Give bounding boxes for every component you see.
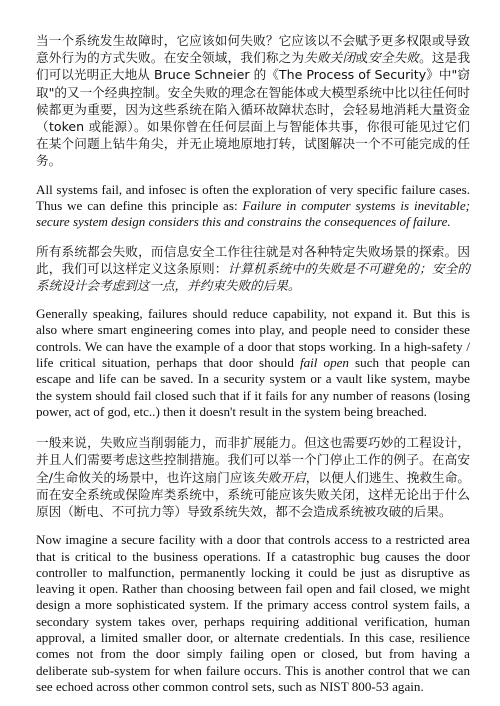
- paragraph-en-6: Now imagine a secure facility with a door that controls access to a restricted area that is critical to the business operations. If a catastrophic bug causes the door controller to malfunction, permanently locking it could be just as disruptive as leaving it open. Rather than choosing between fail open and fail closed, we might design a more sophisticated system. If the primary access control system fails, a secondary system takes over, perhaps requiring additional verification, human approval, a limited smaller door, or alternate credentials. In this case, resilience comes not from the door simply failing open or closed, but from having a deliberate sub-system for when failure occurs. This is another control that we can see echoed across other common control sets, such as NIST 800-53 again.: [36, 532, 470, 694]
- text-run: such that people can escape and life can be saved. In a security system or a vault like system, maybe the system should fail closed such that if it fails for any number of reasons (losing power, act of god, etc..) then it doesn't result in the system being breached.: [36, 355, 470, 419]
- text-run: Generally speaking, failures should reduce capability, not expand it. But this is also where smart engineering comes into play, and people need to consider these controls. We can have the example of a door that stops working. In a high-safety / life critical situation, perhaps that door should: [36, 306, 470, 371]
- text-run: 当一个系统发生故障时，它应该如何失败？它应该以不会赋予更多权限或导致意外行为的方式失败。在安全领域，我们称之为: [36, 33, 470, 66]
- paragraph-en-2: [36, 182, 470, 231]
- italic-term-fail-safe: 安全失败: [368, 50, 420, 66]
- italic-term-fail-open: fail open: [299, 355, 349, 371]
- italic-term-fail-open-zh: 失败开启: [255, 469, 306, 485]
- paragraph-zh-5: [36, 434, 470, 520]
- paragraph-en-4: [36, 306, 470, 420]
- italic-term-fail-closed: 失败关闭: [304, 50, 356, 66]
- text-run: 所有系统都会失败，而信息安全工作往往就是对各种特定失败场景的探索。因此，我们可以这样定义这条原则：: [36, 243, 470, 276]
- text-run: All systems fail, and infosec is often the exploration of very specific failure cases. Thus we can define this principle as:: [36, 181, 470, 213]
- text-run: 。这是我们可以光明正大地从 Bruce Schneier 的《The Process of Security》中"窃取"的又一个经典控制。安全失败的理念在智能体或大模型系统中比以往任何时候都更为重要，因为这些系统在陷入循环故障状态时，会轻易地消耗大量资金（token 或能源）。如果你曾在任何层面上与智能体共事，你很可能见过它们在某个问题上钻牛角尖，并无止境地原地打转，试图解决一个不可能完成的任务。: [36, 50, 471, 169]
- paragraph-zh-1: [36, 32, 470, 170]
- italic-principle-definition: Failure in computer systems is inevitable; secure system design considers this and constrains the consequences of failure.: [36, 197, 470, 230]
- text-run: 或: [355, 50, 369, 66]
- text-run: ，以便人们逃生、挽救生命。而在安全系统或保险库类系统中，系统可能应该失败关闭，这样无论出于什么原因（断电、不可抗力等）导致系统失效，都不会造成系统被攻破的后果。: [36, 469, 471, 520]
- paragraph-zh-3: [36, 243, 470, 295]
- text-run: 一般来说，失败应当削弱能力，而非扩展能力。但这也需要巧妙的工程设计，并且人们需要考虑这些控制措施。我们可以举一个门停止工作的例子。在高安全/生命攸关的场景中，也许这扇门应该: [36, 435, 470, 485]
- italic-principle-definition-zh: 计算机系统中的失败是不可避免的；安全的系统设计会考虑到这一点，并约束失败的后果。: [36, 260, 471, 293]
